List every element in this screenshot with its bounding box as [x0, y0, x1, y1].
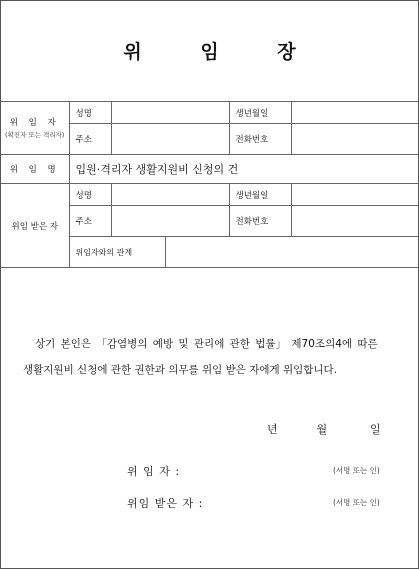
- delegate-label-cell: [1, 184, 69, 268]
- statement-line-1: 상기 본인은 「감염병의 예방 및 관리에 관한 법률」 제70조의4에 따른: [35, 338, 378, 350]
- delegator-phone-field[interactable]: [291, 124, 418, 155]
- delegator-name-field[interactable]: [111, 102, 229, 124]
- delegate-birth-field[interactable]: [291, 184, 418, 206]
- document-title: 위 임 장: [123, 41, 322, 63]
- delegation-statement: [23, 331, 398, 383]
- delegation-form-table: [1, 101, 418, 268]
- delegate-phone-label: 전화번호: [229, 206, 291, 237]
- delegate-birth-label: 생년월일: [229, 184, 291, 206]
- delegate-phone-field[interactable]: [291, 206, 418, 237]
- delegate-signature-label: 위임 받은 자 :: [127, 497, 204, 510]
- delegator-birth-label: 생년월일: [229, 102, 291, 124]
- delegate-signature-note: (서명 또는 인): [333, 498, 380, 507]
- delegator-signature-label: 위 임 자 :: [127, 465, 181, 478]
- date-month: 월: [316, 423, 328, 436]
- date-line: [267, 421, 381, 437]
- date-day: 일: [370, 423, 381, 436]
- delegate-address-field[interactable]: [111, 206, 229, 237]
- delegate-name-label: 성명: [69, 184, 111, 206]
- delegate-relation-field[interactable]: [165, 237, 418, 268]
- date-year: 년: [267, 423, 278, 436]
- delegation-value: 입원·격리자 생활지원비 신청의 건: [69, 155, 418, 184]
- delegator-signature-note: (서명 또는 인): [333, 466, 380, 475]
- delegate-address-label: 주소: [69, 206, 111, 237]
- delegator-label-cell: [1, 102, 69, 155]
- delegator-sublabel: (확진자 또는 격리자): [5, 131, 65, 139]
- delegation-label: 위 임 명: [9, 165, 60, 175]
- delegator-phone-label: 전화번호: [229, 124, 291, 155]
- delegator-birth-field[interactable]: [291, 102, 418, 124]
- delegation-label-cell: [1, 155, 69, 184]
- delegator-name-label: 성명: [69, 102, 111, 124]
- delegator-address-label: 주소: [69, 124, 111, 155]
- delegator-address-field[interactable]: [111, 124, 229, 155]
- delegate-label: 위임 받은 자: [11, 221, 58, 232]
- delegate-relation-label: 위임자와의 관계: [69, 237, 165, 268]
- statement-line-2: 생활지원비 신청에 관한 권한과 의무를 위임 받은 자에게 위임합니다.: [23, 364, 338, 376]
- delegator-label: 위 임 자: [9, 118, 60, 128]
- delegate-name-field[interactable]: [111, 184, 229, 206]
